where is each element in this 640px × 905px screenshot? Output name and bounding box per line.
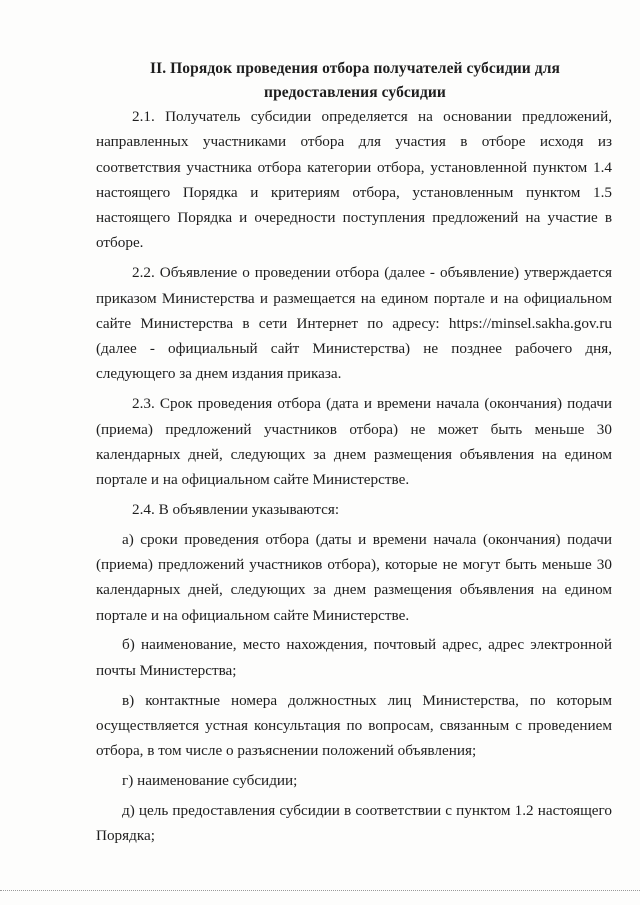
list-item-v: в) контактные номера должностных лиц Министерства, по которым осуществляется устная консультация по вопросам, связанным с проведением отбора, в том числе о разъяснении положений объявления; [96, 691, 612, 760]
section-heading-line1: II. Порядок проведения отбора получателей субсидии для [149, 60, 561, 77]
paragraph-2-2: 2.2. Объявление о проведении отбора (далее - объявление) утверждается приказом Министерства и размещается на едином портале и на официальном сайте Министерства в сети Интернет по адресу: https://minsel.sakha.gov.ru (далее - официальный сайт Министерства) не позднее рабочего дня, следующего за днем издания приказа. [96, 264, 612, 383]
paragraph-2-4: 2.4. В объявлении указываются: [132, 500, 340, 518]
list-item-g: г) наименование субсидии; [122, 771, 298, 789]
list-item-d: д) цель предоставления субсидии в соответствии с пунктом 1.2 настоящего Порядка; [96, 801, 612, 845]
list-item-b: б) наименование, место нахождения, почтовый адрес, адрес электронной почты Министерства; [96, 636, 612, 679]
scan-edge-line [0, 890, 640, 891]
document-body [96, 104, 612, 853]
paragraph-2-3: 2.3. Срок проведения отбора (дата и времени начала (окончания) подачи (приема) предложений участников отбора) не может быть меньше 30 календарных дней, следующих за днем размещения объявления на едином портале и на официальном сайте Министерстве. [96, 395, 612, 489]
list-item-a: а) сроки проведения отбора (даты и времени начала (окончания) подачи (приема) предложений участников отбора), которые не могут быть меньше 30 календарных дней, следующих за днем размещения объявления на едином портале и на официальном сайте Министерстве. [96, 530, 612, 624]
section-heading-line2: предоставления субсидии [264, 84, 446, 101]
paragraph-2-1: 2.1. Получатель субсидии определяется на основании предложений, направленных участниками отбора для участия в отборе исходя из соответствия участника отбора категории отбора, установленной пунктом 1.4 настоящего Порядка и критериям отбора, установленным пунктом 1.5 настоящего Порядка и очередности поступления предложений на участие в отборе. [96, 108, 612, 252]
